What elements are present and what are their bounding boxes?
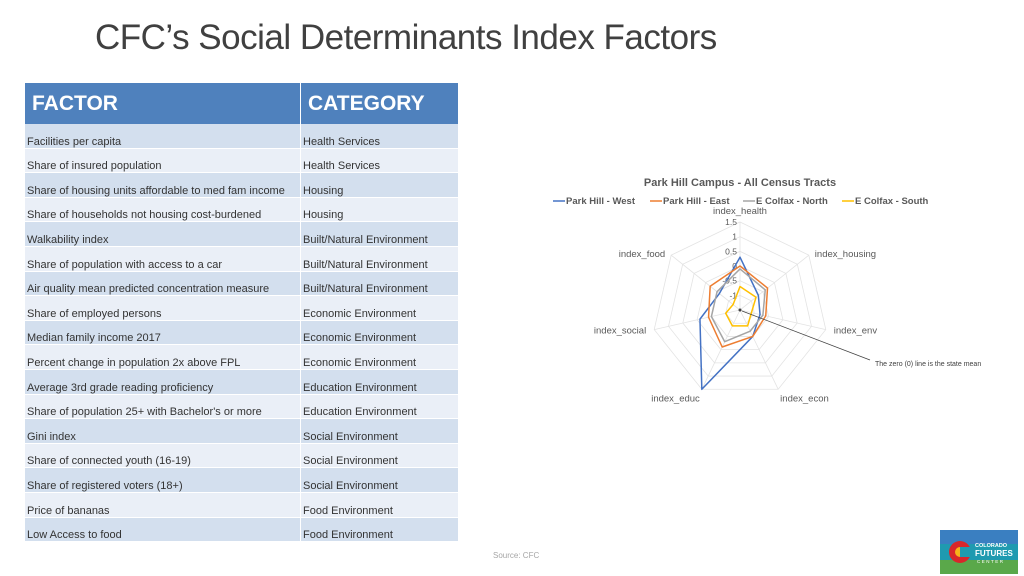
legend-label: Park Hill - West bbox=[566, 196, 635, 207]
axis-label: index_food bbox=[618, 249, 666, 261]
category-cell: Economic Environment bbox=[301, 345, 459, 370]
category-cell: Built/Natural Environment bbox=[301, 246, 459, 271]
category-cell: Education Environment bbox=[301, 369, 459, 394]
axis-label: index_env bbox=[833, 325, 878, 337]
table-body bbox=[25, 124, 458, 542]
table-row bbox=[25, 492, 458, 517]
svg-text:FUTURES: FUTURES bbox=[975, 549, 1013, 558]
table-row bbox=[25, 419, 458, 444]
factor-cell: Share of employed persons bbox=[25, 296, 301, 321]
factor-cell: Price of bananas bbox=[25, 492, 301, 517]
table-row bbox=[25, 345, 458, 370]
annotation-text: The zero (0) line is the state mean bbox=[875, 361, 982, 368]
category-cell: Economic Environment bbox=[301, 320, 459, 345]
category-cell: Social Environment bbox=[301, 443, 459, 468]
factor-cell: Air quality mean predicted concentration measure bbox=[25, 271, 301, 296]
zero-point-marker bbox=[739, 309, 742, 312]
axis-spoke bbox=[654, 310, 740, 330]
table-row bbox=[25, 173, 458, 198]
category-cell: Economic Environment bbox=[301, 296, 459, 321]
table-row bbox=[25, 246, 458, 271]
factor-cell: Facilities per capita bbox=[25, 124, 301, 148]
svg-text:COLORADO: COLORADO bbox=[975, 543, 1008, 549]
radar-chart bbox=[540, 170, 1010, 410]
category-cell: Housing bbox=[301, 173, 459, 198]
factor-cell: Share of registered voters (18+) bbox=[25, 468, 301, 493]
table-row bbox=[25, 296, 458, 321]
factor-cell: Average 3rd grade reading proficiency bbox=[25, 369, 301, 394]
table-header-row bbox=[25, 83, 458, 124]
tick-label: 1 bbox=[732, 231, 737, 242]
category-cell: Built/Natural Environment bbox=[301, 222, 459, 247]
factor-cell: Walkability index bbox=[25, 222, 301, 247]
table-row bbox=[25, 320, 458, 345]
page-title: CFC’s Social Determinants Index Factors bbox=[95, 18, 717, 57]
table-row bbox=[25, 124, 458, 148]
category-cell: Food Environment bbox=[301, 517, 459, 542]
table-row bbox=[25, 517, 458, 542]
tick-label: -1 bbox=[729, 290, 737, 301]
category-header: CATEGORY bbox=[301, 83, 459, 124]
factor-cell: Median family income 2017 bbox=[25, 320, 301, 345]
legend-label: E Colfax - North bbox=[756, 196, 828, 207]
tick-label: 1.5 bbox=[725, 217, 737, 227]
tick-label: 0.5 bbox=[725, 246, 737, 257]
factor-cell: Low Access to food bbox=[25, 517, 301, 542]
source-note: Source: CFC bbox=[493, 551, 540, 560]
category-cell: Housing bbox=[301, 197, 459, 222]
factor-cell: Share of households not housing cost-burdened bbox=[25, 197, 301, 222]
table-row bbox=[25, 148, 458, 173]
category-cell: Built/Natural Environment bbox=[301, 271, 459, 296]
svg-text:CENTER: CENTER bbox=[977, 559, 1005, 564]
table-row bbox=[25, 222, 458, 247]
tick-label: 0 bbox=[732, 261, 737, 271]
axis-label: index_social bbox=[593, 325, 647, 337]
table-row bbox=[25, 443, 458, 468]
factor-cell: Share of population with access to a car bbox=[25, 246, 301, 271]
factor-cell: Share of connected youth (16-19) bbox=[25, 443, 301, 468]
category-cell: Health Services bbox=[301, 148, 459, 173]
legend-label: Park Hill - East bbox=[663, 196, 730, 207]
axis-label: index_health bbox=[713, 206, 767, 217]
category-cell: Health Services bbox=[301, 124, 459, 148]
factor-cell: Share of insured population bbox=[25, 148, 301, 173]
factor-cell: Share of housing units affordable to med fam income bbox=[25, 173, 301, 198]
factor-cell: Gini index bbox=[25, 419, 301, 444]
factor-cell: Percent change in population 2x above FPL bbox=[25, 345, 301, 370]
axis-label: index_educ bbox=[651, 393, 700, 405]
tick-label: -0.5 bbox=[722, 275, 737, 286]
factor-cell: Share of population 25+ with Bachelor's or more bbox=[25, 394, 301, 419]
axis-label: index_econ bbox=[780, 393, 829, 405]
category-cell: Social Environment bbox=[301, 419, 459, 444]
factors-table bbox=[25, 83, 458, 542]
legend-label: E Colfax - South bbox=[855, 196, 929, 207]
table-row bbox=[25, 271, 458, 296]
table-row bbox=[25, 197, 458, 222]
table-row bbox=[25, 394, 458, 419]
category-cell: Education Environment bbox=[301, 394, 459, 419]
chart-title: Park Hill Campus - All Census Tracts bbox=[643, 177, 837, 189]
category-cell: Social Environment bbox=[301, 468, 459, 493]
colorado-futures-center-logo bbox=[940, 530, 1018, 574]
category-cell: Food Environment bbox=[301, 492, 459, 517]
axis-spoke bbox=[740, 255, 809, 310]
table-row bbox=[25, 369, 458, 394]
table-row bbox=[25, 468, 458, 493]
axis-label: index_housing bbox=[814, 249, 877, 261]
factor-header: FACTOR bbox=[25, 83, 301, 124]
